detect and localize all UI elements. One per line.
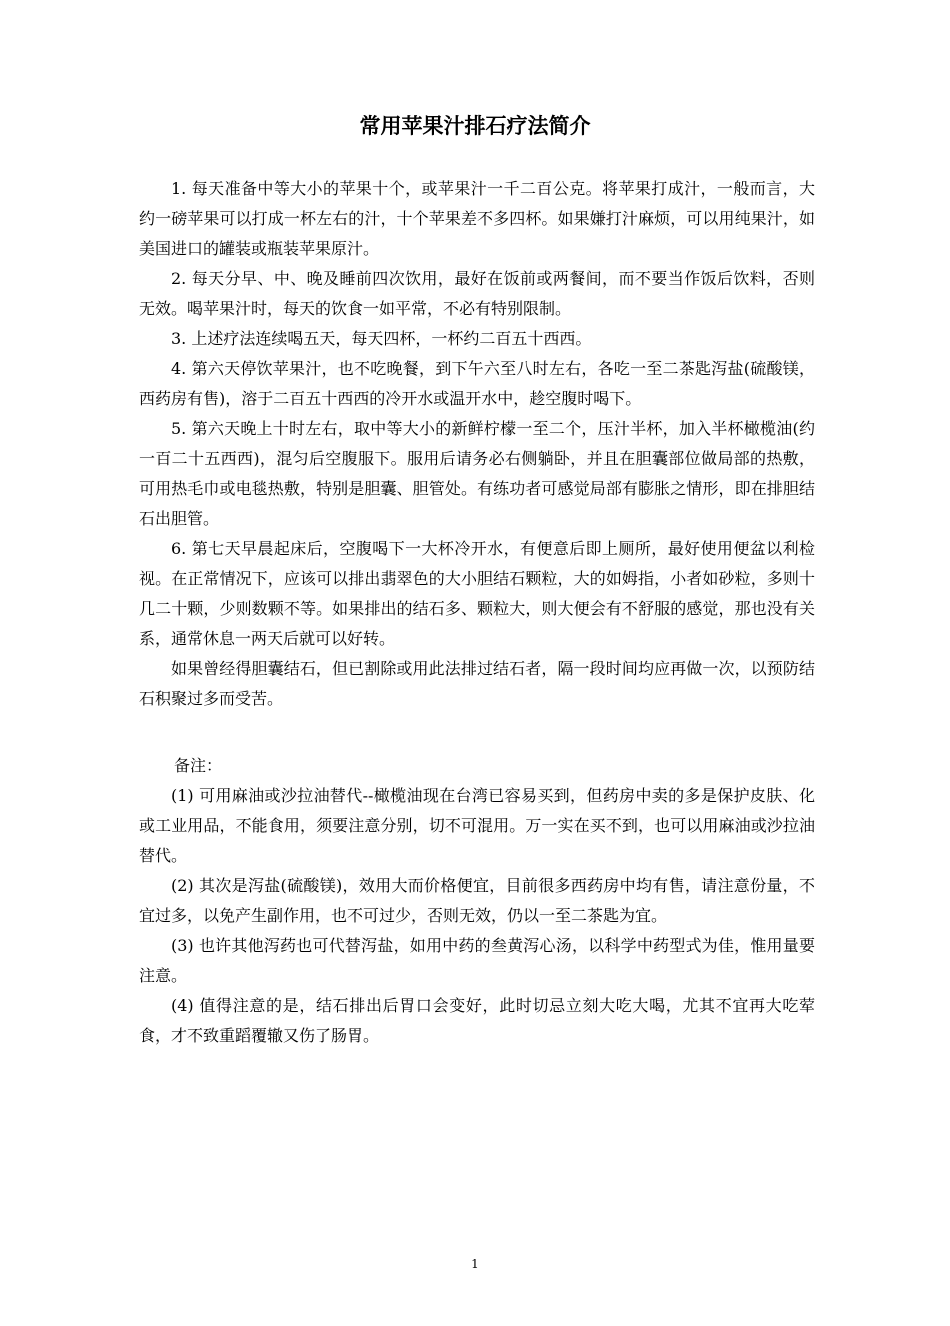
page-number: 1 bbox=[471, 1257, 479, 1271]
paragraph-step-2: 2. 每天分早、中、晚及睡前四次饮用，最好在饭前或两餐间，而不要当作饭后饮料，否则无效。喝苹果汁时，每天的饮食一如平常，不必有特别限制。 bbox=[139, 269, 815, 318]
paragraph-step-3: 3. 上述疗法连续喝五天，每天四杯，一杯约二百五十西西。 bbox=[171, 329, 592, 348]
paragraph-step-4: 4. 第六天停饮苹果汁，也不吃晚餐，到下午六至八时左右，各吃一至二茶匙泻盐(硫酸镁，西药房有售)，溶于二百五十西西的冷开水或温开水中，趁空腹时喝下。 bbox=[139, 359, 815, 408]
note-item-4: (4) 值得注意的是，结石排出后胃口会变好，此时切忌立刻大吃大喝，尤其不宜再大吃荤食，才不致重蹈覆辙又伤了肠胃。 bbox=[139, 996, 815, 1045]
paragraph-step-6: 6. 第七天早晨起床后，空腹喝下一大杯冷开水，有便意后即上厕所，最好使用便盆以利检视。在正常情况下，应该可以排出翡翠色的大小胆结石颗粒，大的如姆指，小者如砂粒，多则十几二十颗，少则数颗不等。如果排出的结石多、颗粒大，则大便会有不舒服的感觉，那也没有关系，通常休息一两天后就可以好转。 bbox=[139, 539, 815, 648]
note-item-3: (3) 也许其他泻药也可代替泻盐，如用中药的叁黄泻心汤，以科学中药型式为佳，惟用量要注意。 bbox=[139, 936, 815, 985]
note-item-2: (2) 其次是泻盐(硫酸镁)，效用大而价格便宜，目前很多西药房中均有售，请注意份量，不宜过多，以免产生副作用，也不可过少，否则无效，仍以一至二茶匙为宜。 bbox=[139, 876, 815, 925]
paragraph-step-1: 1. 每天准备中等大小的苹果十个，或苹果汁一千二百公克。将苹果打成汁，一般而言，大约一磅苹果可以打成一杯左右的汁，十个苹果差不多四杯。如果嫌打汁麻烦，可以用纯果汁，如美国进口的罐装或瓶装苹果原汁。 bbox=[139, 179, 815, 258]
paragraph-repeat-advice: 如果曾经得胆囊结石，但已割除或用此法排过结石者，隔一段时间均应再做一次，以预防结石积聚过多而受苦。 bbox=[139, 659, 815, 708]
document-title: 常用苹果汁排石疗法简介 bbox=[359, 114, 591, 138]
note-item-1: (1) 可用麻油或沙拉油替代--橄榄油现在台湾已容易买到，但药房中卖的多是保护皮肤、化或工业用品，不能食用，须要注意分别，切不可混用。万一实在买不到，也可以用麻油或沙拉油替代。 bbox=[139, 786, 815, 865]
notes-heading: 备注： bbox=[174, 756, 223, 775]
document-body bbox=[139, 174, 815, 1051]
paragraph-step-5: 5. 第六天晚上十时左右，取中等大小的新鲜柠檬一至二个，压汁半杯，加入半杯橄榄油(约一百二十五西西)，混匀后空腹服下。服用后请务必右侧躺卧，并且在胆囊部位做局部的热敷，可用热毛巾或电毯热敷，特别是胆囊、胆管处。有练功者可感觉局部有膨胀之情形，即在排胆结石出胆管。 bbox=[139, 419, 815, 528]
